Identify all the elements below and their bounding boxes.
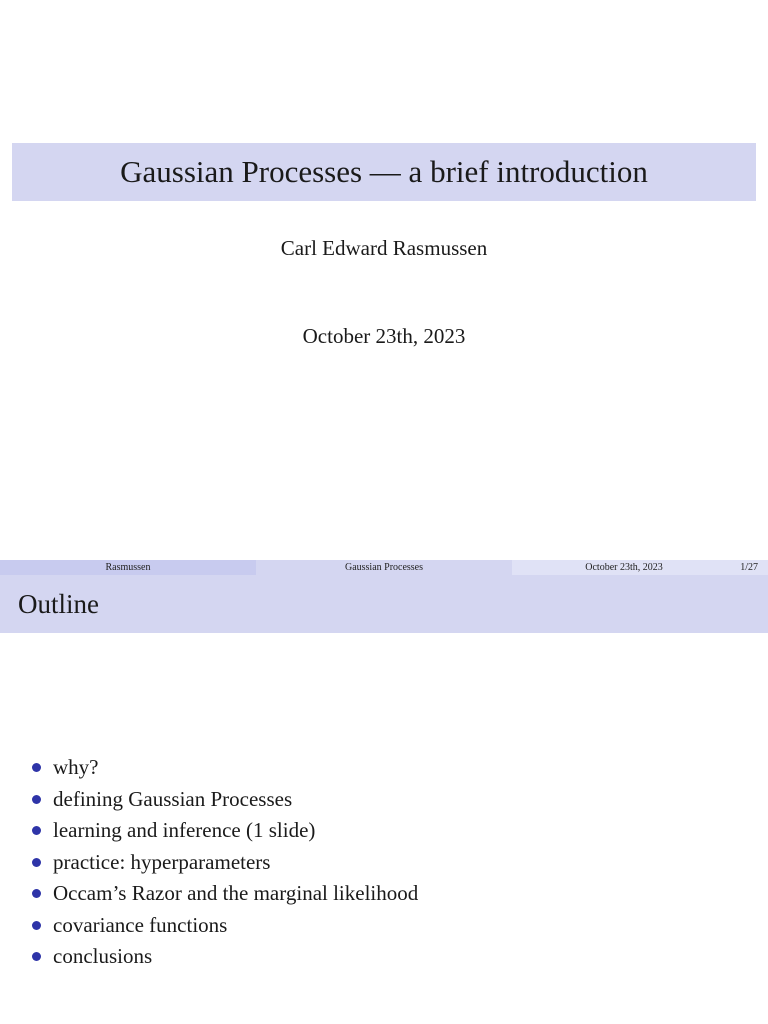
list-item [32,910,418,942]
list-item-text: covariance functions [53,912,228,937]
list-item-text: defining Gaussian Processes [53,786,293,811]
bullet-icon [32,921,41,930]
outline-slide [0,560,768,1024]
footline [0,560,768,575]
list-item-text: conclusions [53,944,153,969]
presentation-author: Carl Edward Rasmussen [280,236,488,260]
frame-title: Outline [18,589,99,619]
bullet-icon [32,952,41,961]
title-bar [12,143,756,201]
list-item-text: learning and inference (1 slide) [53,818,316,843]
list-item-text: why? [53,755,99,780]
footer-date: October 23th, 2023 [585,562,663,573]
footer-date-cell [512,560,768,575]
footer-page-number: 1/27 [740,562,758,573]
list-item-text: Occam’s Razor and the marginal likelihood [53,881,419,906]
list-item [32,815,418,847]
presentation-date: October 23th, 2023 [302,324,466,348]
frame-title-bar [0,575,768,633]
footer-title: Gaussian Processes [256,560,512,575]
list-item [32,752,418,784]
bullet-icon [32,889,41,898]
bullet-icon [32,763,41,772]
bullet-icon [32,795,41,804]
list-item-text: practice: hyperparameters [53,849,271,874]
outline-list [32,752,418,973]
list-item [32,847,418,879]
list-item [32,878,418,910]
list-item [32,784,418,816]
bullet-icon [32,858,41,867]
footer-author: Rasmussen [0,560,256,575]
presentation-title: Gaussian Processes — a brief introduction [120,154,648,189]
bullet-icon [32,826,41,835]
list-item [32,941,418,973]
